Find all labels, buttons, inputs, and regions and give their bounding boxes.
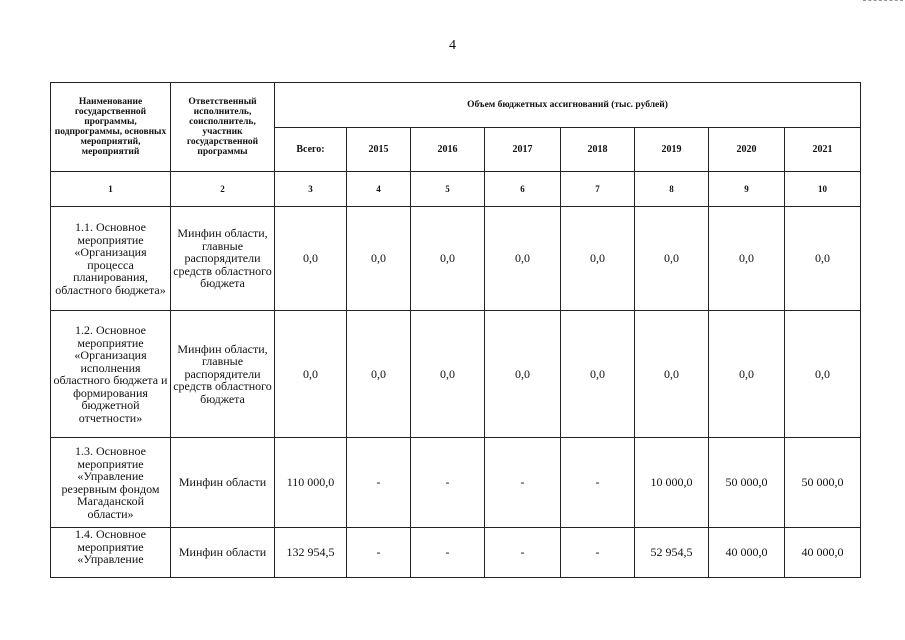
header-year: 2019	[635, 128, 709, 172]
row-value: 40 000,0	[785, 528, 861, 578]
col-number: 5	[411, 172, 485, 207]
col-number: 8	[635, 172, 709, 207]
row-value: -	[561, 438, 635, 528]
table-row	[51, 438, 861, 528]
col-number: 7	[561, 172, 635, 207]
row-value: 0,0	[785, 311, 861, 438]
row-value: 40 000,0	[709, 528, 785, 578]
row-name: 1.1. Основное мероприятие «Организация процесса планирования, областного бюджета»	[51, 207, 171, 311]
page-number: 4	[449, 38, 456, 53]
row-value: -	[411, 528, 485, 578]
row-value: 0,0	[635, 311, 709, 438]
row-value: 0,0	[635, 207, 709, 311]
row-value: -	[411, 438, 485, 528]
header-year: 2018	[561, 128, 635, 172]
row-value: 0,0	[709, 207, 785, 311]
row-value: 132 954,5	[275, 528, 347, 578]
col-number: 10	[785, 172, 861, 207]
col-number: 6	[485, 172, 561, 207]
row-value: -	[485, 528, 561, 578]
header-year: 2021	[785, 128, 861, 172]
row-value: 0,0	[347, 207, 411, 311]
budget-table	[50, 82, 861, 578]
header-total: Всего:	[275, 128, 347, 172]
table-row	[51, 207, 861, 311]
row-value: 50 000,0	[785, 438, 861, 528]
row-value: 10 000,0	[635, 438, 709, 528]
table-row	[51, 528, 861, 578]
row-value: 0,0	[709, 311, 785, 438]
header-year: 2017	[485, 128, 561, 172]
row-value: 0,0	[561, 207, 635, 311]
row-value: -	[347, 438, 411, 528]
header-year: 2016	[411, 128, 485, 172]
col-number: 3	[275, 172, 347, 207]
row-name: 1.4. Основное мероприятие «Управление	[51, 528, 171, 578]
header-responsible: Ответственный исполнитель, соисполнитель, участник государственной программы	[171, 83, 275, 172]
row-responsible: Минфин области	[171, 528, 275, 578]
row-responsible: Минфин области, главные распорядители средств областного бюджета	[171, 207, 275, 311]
row-name: 1.3. Основное мероприятие «Управление резервным фондом Магаданской области»	[51, 438, 171, 528]
corner-mark	[863, 0, 903, 3]
row-value: 0,0	[347, 311, 411, 438]
row-value: 0,0	[275, 207, 347, 311]
row-responsible: Минфин области, главные распорядители средств областного бюджета	[171, 311, 275, 438]
row-value: 0,0	[411, 311, 485, 438]
col-number: 1	[51, 172, 171, 207]
col-number: 4	[347, 172, 411, 207]
row-value: 0,0	[485, 207, 561, 311]
header-year: 2015	[347, 128, 411, 172]
header-budget: Объем бюджетных ассигнований (тыс. рублей)	[275, 83, 861, 128]
row-value: 50 000,0	[709, 438, 785, 528]
table-row	[51, 311, 861, 438]
row-name: 1.2. Основное мероприятие «Организация исполнения областного бюджета и формирования бюджетной отчетности»	[51, 311, 171, 438]
row-value: 0,0	[561, 311, 635, 438]
row-value: 0,0	[411, 207, 485, 311]
row-value: -	[561, 528, 635, 578]
row-value: 0,0	[785, 207, 861, 311]
row-value: -	[485, 438, 561, 528]
row-value: 0,0	[275, 311, 347, 438]
row-value: 110 000,0	[275, 438, 347, 528]
col-number: 2	[171, 172, 275, 207]
header-name: Наименование государственной программы, подпрограммы, основных мероприятий, мероприятий	[51, 83, 171, 172]
header-year: 2020	[709, 128, 785, 172]
row-responsible: Минфин области	[171, 438, 275, 528]
row-value: -	[347, 528, 411, 578]
row-value: 0,0	[485, 311, 561, 438]
col-number: 9	[709, 172, 785, 207]
row-value: 52 954,5	[635, 528, 709, 578]
